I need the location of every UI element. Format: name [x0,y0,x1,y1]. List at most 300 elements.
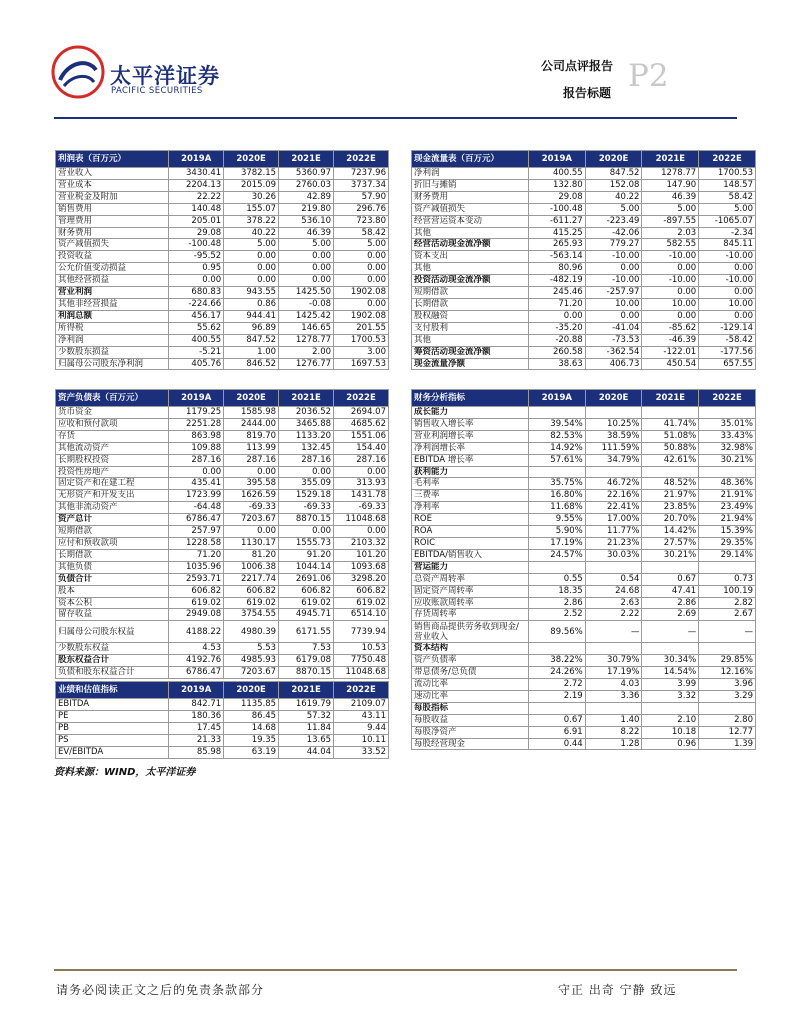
value-cell: 1551.06 [334,430,389,442]
table-row [56,478,389,490]
value-cell: 0.00 [642,310,699,322]
value-cell: 1902.08 [334,287,389,299]
value-cell: -362.54 [585,346,642,358]
row-label: 销售收入增长率 [412,418,529,430]
value-cell: 23.85% [642,502,699,514]
value-cell: 1425.42 [279,310,334,322]
table-row [56,263,389,275]
value-cell: 30.34% [642,655,699,667]
value-cell [528,407,585,419]
value-cell: 20.70% [642,514,699,526]
table-row [412,609,756,621]
table-row [56,502,389,514]
value-cell: 38.63 [528,358,585,370]
value-cell: 5.90% [528,526,585,538]
value-cell: 0.00 [279,526,334,538]
table-row [412,191,756,203]
table-row [56,168,389,180]
value-cell [699,643,756,655]
value-cell: 7750.48 [334,655,389,667]
value-cell: 55.62 [169,322,224,334]
year-header-cell: 2020E [224,151,279,168]
value-cell: 313.93 [334,478,389,490]
row-label: 其他 [412,334,529,346]
value-cell: -69.33 [224,502,279,514]
value-cell: 0.00 [334,275,389,287]
value-cell: 536.10 [279,215,334,227]
value-cell: -0.08 [279,298,334,310]
row-label: 筹资活动现金流净额 [412,346,529,358]
value-cell: 16.80% [528,490,585,502]
value-cell: -5.21 [169,346,224,358]
value-cell: 0.00 [169,466,224,478]
row-label: 资产减值损失 [56,239,169,251]
value-cell: 29.14% [699,549,756,561]
value-cell: 11.68% [528,502,585,514]
value-cell: 842.71 [169,699,224,711]
value-cell: 2204.13 [169,179,224,191]
table-row [56,490,389,502]
value-cell: 140.48 [169,203,224,215]
value-cell: 89.56% [528,621,585,643]
value-cell: 111.59% [585,442,642,454]
value-cell: 42.89 [279,191,334,203]
report-title: 报告标题 [562,86,611,100]
value-cell: 2.67 [699,609,756,621]
table-title-cell: 利润表（百万元） [56,151,169,168]
table-row [56,514,389,526]
table-row [412,655,756,667]
value-cell: 0.55 [528,573,585,585]
value-cell: 2949.08 [169,609,224,621]
table-row [56,275,389,287]
table-row [412,322,756,334]
value-cell: 1.28 [585,738,642,750]
value-cell: 2.52 [528,609,585,621]
row-label: EV/EBITDA [56,746,169,758]
table-row [56,526,389,538]
table-row [412,502,756,514]
table-row [56,746,389,758]
value-cell: 2.03 [642,227,699,239]
value-cell: 24.68 [585,585,642,597]
value-cell: -897.55 [642,215,699,227]
year-header-cell: 2022E [334,682,389,699]
table-row [412,275,756,287]
row-label: 负债合计 [56,573,169,585]
row-label: EBITDA/销售收入 [412,549,529,561]
value-cell: -10.00 [585,251,642,263]
value-cell: 71.20 [528,298,585,310]
value-cell: 1278.77 [642,168,699,180]
row-label: 营业收入 [56,168,169,180]
row-label: 其他非流动资产 [56,502,169,514]
row-label: 股权融资 [412,310,529,322]
value-cell: 257.97 [169,526,224,538]
value-cell: 0.96 [642,738,699,750]
year-header-cell: 2021E [642,390,699,407]
value-cell: 4192.76 [169,655,224,667]
value-cell: 1044.14 [279,561,334,573]
company-name-en: PACIFIC SECURITIES [111,86,203,96]
value-cell: 42.61% [642,454,699,466]
value-cell: -69.33 [279,502,334,514]
value-cell: 0.00 [334,298,389,310]
table-row [412,298,756,310]
row-label: 资产减值损失 [412,203,529,215]
row-label: 净利率 [412,502,529,514]
value-cell: -100.48 [528,203,585,215]
value-cell: 296.76 [334,203,389,215]
value-cell [528,466,585,478]
row-label: 净利润 [56,334,169,346]
value-cell: -10.00 [699,251,756,263]
value-cell: 378.22 [224,215,279,227]
value-cell: 582.55 [642,239,699,251]
table-row [56,561,389,573]
value-cell [699,561,756,573]
value-cell: -10.00 [642,275,699,287]
year-header-cell: 2021E [279,151,334,168]
value-cell: 39.54% [528,418,585,430]
value-cell: 4.53 [169,643,224,655]
balance-sheet-table [55,389,389,679]
value-cell: 606.82 [279,585,334,597]
table-row [412,287,756,299]
value-cell: 0.00 [334,466,389,478]
table-row [56,597,389,609]
value-cell: 101.20 [334,549,389,561]
row-label: 带息债务/总负债 [412,667,529,679]
value-cell: 5.00 [224,239,279,251]
row-label: 应收和预付款项 [56,418,169,430]
value-cell: 32.98% [699,442,756,454]
value-cell: 30.79% [585,655,642,667]
value-cell: 22.16% [585,490,642,502]
value-cell: 3782.15 [224,168,279,180]
value-cell: 0.00 [279,275,334,287]
value-cell: 113.99 [224,442,279,454]
row-label: 应付和预收款项 [56,537,169,549]
footer-rule [54,969,737,971]
value-cell: 30.21% [642,549,699,561]
value-cell: 17.19% [528,537,585,549]
row-label: 其他 [412,263,529,275]
page-header [0,0,791,118]
value-cell: 24.26% [528,667,585,679]
value-cell: 21.33 [169,734,224,746]
value-cell: 2103.32 [334,537,389,549]
year-header-cell: 2020E [224,390,279,407]
value-cell: 132.80 [528,179,585,191]
table-row [56,239,389,251]
row-label: ROIC [412,537,529,549]
table-row [56,310,389,322]
table-row [412,714,756,726]
table-title-cell: 资产负债表（百万元） [56,390,169,407]
table-row [412,407,756,419]
value-cell: 0.00 [279,466,334,478]
value-cell: 29.85% [699,655,756,667]
value-cell: -1065.07 [699,215,756,227]
row-label: 营业利润 [56,287,169,299]
table-row [56,585,389,597]
value-cell: 21.94% [699,514,756,526]
table-row [412,179,756,191]
value-cell: 3.36 [585,690,642,702]
value-cell: 287.16 [169,454,224,466]
value-cell: 606.82 [224,585,279,597]
table-row [412,334,756,346]
year-header-cell: 2022E [699,151,756,168]
value-cell: 21.91% [699,490,756,502]
value-cell: 2.10 [642,714,699,726]
value-cell [642,561,699,573]
value-cell: 0.00 [279,263,334,275]
table-header-row [412,390,756,407]
value-cell: 2015.09 [224,179,279,191]
row-label: 销售费用 [56,203,169,215]
year-header-cell: 2022E [699,390,756,407]
row-label: 获利能力 [412,466,529,478]
table-row [56,418,389,430]
table-row [56,454,389,466]
value-cell: 14.68 [224,722,279,734]
value-cell: 4685.62 [334,418,389,430]
value-cell: 17.19% [585,667,642,679]
row-label: ROA [412,526,529,538]
table-row [412,573,756,585]
value-cell: 5.00 [334,239,389,251]
value-cell: 11.77% [585,526,642,538]
row-label: 货币资金 [56,407,169,419]
value-cell: 86.45 [224,710,279,722]
value-cell [699,466,756,478]
row-label: EBITDA [56,699,169,711]
table-row [412,549,756,561]
table-row [412,597,756,609]
value-cell: 22.41% [585,502,642,514]
row-label: 其他 [412,227,529,239]
table-row [412,168,756,180]
value-cell: 2694.07 [334,407,389,419]
row-label: 每股经营现金 [412,738,529,750]
row-label: 资本公积 [56,597,169,609]
value-cell: 29.35% [699,537,756,549]
value-cell: 0.73 [699,573,756,585]
value-cell: 2109.07 [334,699,389,711]
value-cell: 245.46 [528,287,585,299]
row-label: 应收账款周转率 [412,597,529,609]
value-cell: 48.36% [699,478,756,490]
value-cell [585,407,642,419]
value-cell: 33.52 [334,746,389,758]
value-cell: 57.61% [528,454,585,466]
data-source-note: 资料来源：WIND，太平洋证券 [54,767,196,778]
value-cell: 44.04 [279,746,334,758]
value-cell: 2.69 [642,609,699,621]
row-label: 管理费用 [56,215,169,227]
value-cell: 1135.85 [224,699,279,711]
value-cell: 1093.68 [334,561,389,573]
value-cell: 7739.94 [334,621,389,643]
table-row [412,239,756,251]
value-cell [585,702,642,714]
value-cell: -224.66 [169,298,224,310]
table-header-row [56,151,389,168]
table-row [56,537,389,549]
table-row [412,585,756,597]
row-label: 短期借款 [412,287,529,299]
value-cell: 38.59% [585,430,642,442]
year-header-cell: 2020E [585,390,642,407]
value-cell: 400.55 [169,334,224,346]
value-cell [642,702,699,714]
value-cell: 40.22 [585,191,642,203]
value-cell: 23.49% [699,502,756,514]
value-cell: 4.03 [585,679,642,691]
table-row [56,191,389,203]
value-cell: 2760.03 [279,179,334,191]
table-row [56,322,389,334]
value-cell: 456.17 [169,310,224,322]
row-label: 股本 [56,585,169,597]
value-cell: 2.19 [528,690,585,702]
table-row [56,227,389,239]
row-label: 每股收益 [412,714,529,726]
value-cell: 0.00 [642,263,699,275]
value-cell: 147.90 [642,179,699,191]
row-label: 销售商品提供劳务收到现金/营业收入 [412,621,529,643]
table-row [412,690,756,702]
value-cell: 5.00 [279,239,334,251]
table-row [56,573,389,585]
table-row [412,702,756,714]
value-cell: 109.88 [169,442,224,454]
row-label: 其他负债 [56,561,169,573]
value-cell: 46.39 [642,191,699,203]
value-cell: 1035.96 [169,561,224,573]
value-cell: 10.18 [642,726,699,738]
value-cell: 0.86 [224,298,279,310]
value-cell: 15.39% [699,526,756,538]
value-cell: 0.95 [169,263,224,275]
value-cell: 5.00 [699,203,756,215]
value-cell: 91.20 [279,549,334,561]
value-cell: -223.49 [585,215,642,227]
value-cell: 1278.77 [279,334,334,346]
value-cell: -20.88 [528,334,585,346]
value-cell: 11048.68 [334,514,389,526]
value-cell: 155.07 [224,203,279,215]
value-cell: 1276.77 [279,358,334,370]
row-label: 归属母公司股东净利润 [56,358,169,370]
value-cell: -482.19 [528,275,585,287]
table-header-row [56,390,389,407]
value-cell: 9.44 [334,722,389,734]
value-cell: 152.08 [585,179,642,191]
value-cell: 847.52 [224,334,279,346]
value-cell: 1425.50 [279,287,334,299]
row-label: PB [56,722,169,734]
value-cell: -122.01 [642,346,699,358]
value-cell: 395.58 [224,478,279,490]
value-cell: 33.43% [699,430,756,442]
value-cell: 1723.99 [169,490,224,502]
value-cell: 180.36 [169,710,224,722]
value-cell: 5360.97 [279,168,334,180]
value-cell: 265.93 [528,239,585,251]
row-label: 其他非经营损益 [56,298,169,310]
value-cell: -10.00 [699,275,756,287]
row-label: 毛利率 [412,478,529,490]
value-cell: 287.16 [279,454,334,466]
row-label: 资产总计 [56,514,169,526]
value-cell: 619.02 [279,597,334,609]
row-label: 归属母公司股东权益 [56,621,169,643]
value-cell: 0.00 [224,275,279,287]
table-row [412,726,756,738]
value-cell [642,466,699,478]
value-cell: 2.22 [585,609,642,621]
value-cell: 2444.00 [224,418,279,430]
row-label: 投资收益 [56,251,169,263]
value-cell [699,702,756,714]
value-cell: 0.54 [585,573,642,585]
table-row [412,418,756,430]
value-cell: -73.53 [585,334,642,346]
table-row [56,251,389,263]
value-cell: 6786.47 [169,667,224,679]
value-cell [528,702,585,714]
value-cell: 680.83 [169,287,224,299]
year-header-cell: 2022E [334,390,389,407]
table-row [56,407,389,419]
footer-disclaimer: 请务必阅读正文之后的免责条款部分 [56,983,265,997]
row-label: 无形资产和开发支出 [56,490,169,502]
table-row [412,514,756,526]
value-cell: 14.92% [528,442,585,454]
table-row [412,643,756,655]
row-label: 经营活动现金流净额 [412,239,529,251]
value-cell: — [642,621,699,643]
row-label: 净利润 [412,168,529,180]
value-cell: 0.00 [585,310,642,322]
table-row [412,561,756,573]
value-cell: — [585,621,642,643]
row-label: 经营营运资本变动 [412,215,529,227]
value-cell: 57.90 [334,191,389,203]
value-cell: 0.00 [585,263,642,275]
row-label: PE [56,710,169,722]
value-cell: 96.89 [224,322,279,334]
value-cell: 7203.67 [224,667,279,679]
value-cell: 1585.98 [224,407,279,419]
table-row [412,466,756,478]
row-label: 折旧与摊销 [412,179,529,191]
value-cell: 50.88% [642,442,699,454]
value-cell: -10.00 [642,251,699,263]
table-row [56,358,389,370]
value-cell: 43.11 [334,710,389,722]
table-row [412,738,756,750]
value-cell: 1619.79 [279,699,334,711]
value-cell: 619.02 [169,597,224,609]
row-label: 支付股利 [412,322,529,334]
row-label: 留存收益 [56,609,169,621]
value-cell: 0.67 [528,714,585,726]
table-row [56,655,389,667]
